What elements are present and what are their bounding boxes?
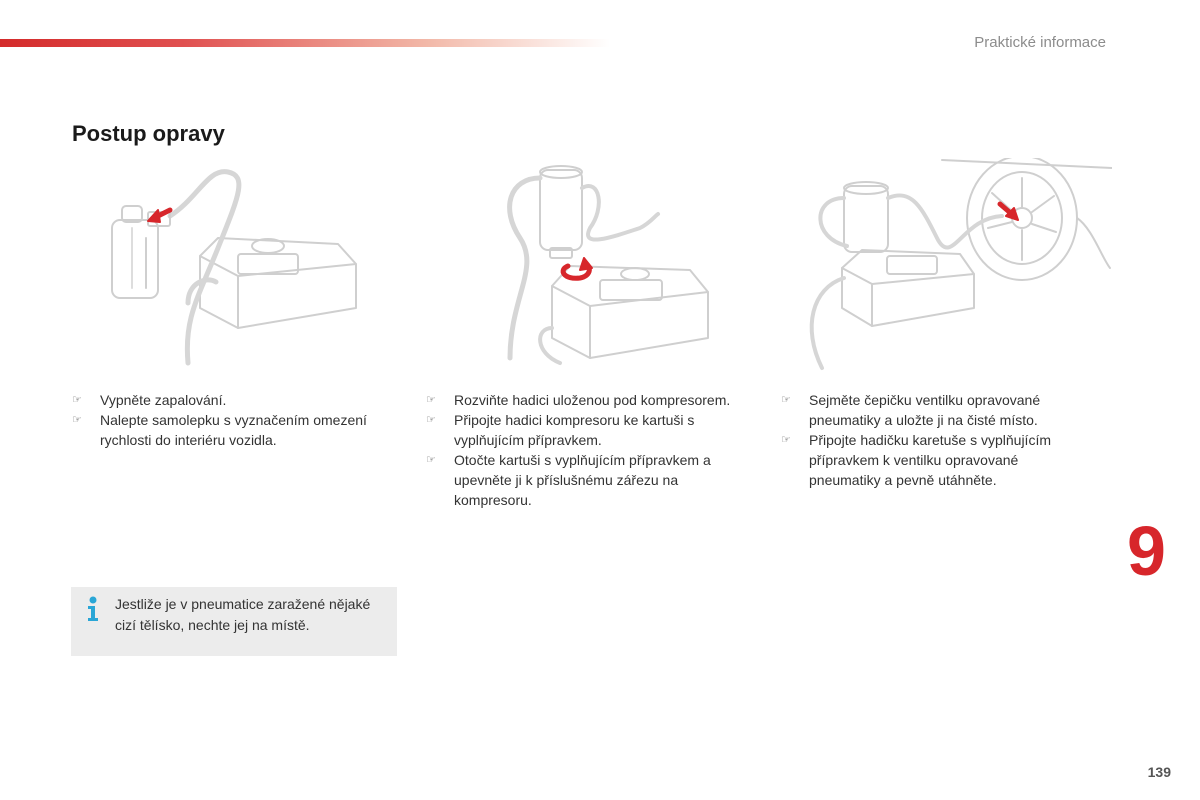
instruction-column-3 [781,390,1081,490]
header-accent-bar [0,39,610,47]
list-item: ☞ Otočte kartuši s vyplňujícím přípravkem a upevněte ji k příslušnému zářezu na kompresoru. [426,452,711,508]
pointing-hand-icon: ☞ [72,394,82,406]
pointing-hand-icon: ☞ [781,434,791,446]
list-item: ☞ Připojte hadici kompresoru ke kartuši s vyplňujícím přípravkem. [426,412,695,448]
info-icon [85,595,101,623]
pointing-hand-icon: ☞ [781,394,791,406]
pointing-hand-icon: ☞ [72,414,82,426]
pointing-hand-icon: ☞ [426,414,436,426]
page-title: Postup opravy [72,121,225,146]
list-item: ☞ Sejměte čepičku ventilku opravované pneumatiky a uložte ji na čisté místo. [781,392,1041,428]
info-note [71,587,397,656]
compressor-cartridge-illustration [88,158,408,374]
section-label: Praktické informace [974,34,1106,51]
list-item: ☞ Nalepte samolepku s vyznačením omezení rychlosti do interiéru vozidla. [72,412,367,448]
compressor-hose-illustration [440,158,760,374]
list-item: ☞ Vypněte zapalování. [72,392,227,408]
compressor-tyre-valve-illustration [792,158,1112,374]
list-item: ☞ Rozviňte hadici uloženou pod kompresorem. [426,392,731,408]
page-number: 139 [1147,764,1171,780]
chapter-number: 9 [1127,512,1166,590]
pointing-hand-icon: ☞ [426,454,436,466]
pointing-hand-icon: ☞ [426,394,436,406]
list-item: ☞ Připojte hadičku karetuše s vyplňujícím přípravkem k ventilku opravované pneumatiky a pevně utáhněte. [781,432,1051,488]
info-text: Jestliže je v pneumatice zaražené nějaké cizí tělísko, nechte jej na místě. [115,596,371,633]
instruction-column-2 [426,390,736,510]
instruction-column-1 [72,390,402,450]
